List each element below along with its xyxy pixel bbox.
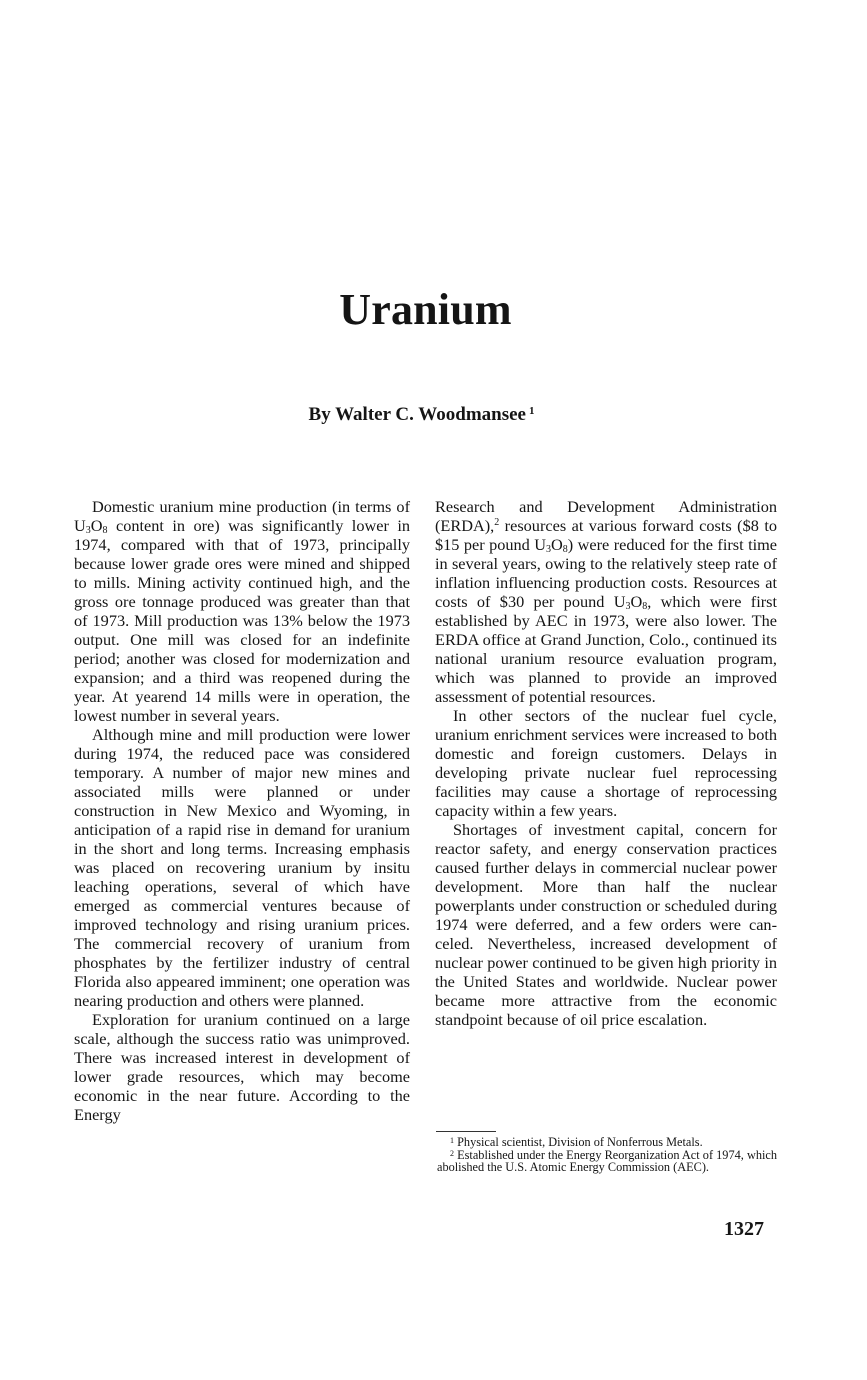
footnote-2: $^2$ Established under the Energy Reorganization Act of 1974, which abolished the U.S. Atomic Energy Commission (AEC). xyxy=(437,1147,777,1174)
page-number: 1327 xyxy=(724,1218,764,1240)
paragraph-resources: Research and Development Administration (ERDA),$^2$ resources at various forward costs ($8 to $15 per pound $U_3O_8$) were reduced for the first time in several years, owing to the relatively steep rate of inflation influencing production costs. Resources at costs of $30 per pound $U_3O_8$, which were first established by AEC in 1973, were also lower. The ERDA office at Grand Junction, Colo., continued its national uranium resource evaluation program, which was planned to provide an improved assessment of potential resources. xyxy=(435,497,778,706)
u3o8-formula: $U_3O_8$ xyxy=(74,516,108,536)
byline-footnote-marker: 1 xyxy=(528,405,535,417)
u3o8-formula: $U_3O_8$ xyxy=(534,535,568,555)
paragraph-production: Domestic uranium mine production (in terms of $U_3O_8$ content in ore) was significantly lower in 1974, compared with that of 1973, principally because lower grade ores were mined and shipped to mills. Mining activity continued high, and the gross ore tonnage produced was greater than that of 1973. Mill production was 13% below the 1973 output. One mill was closed for an indefinite period; another was closed for modernization and expansion; and a third was reopened during the year. At yearend 14 mills were in operation, the lowest number in several years. xyxy=(74,497,410,725)
footnote-1: $^1$ Physical scientist, Division of Nonferrous Metals. xyxy=(450,1135,703,1149)
erda-footnote-marker: 2 xyxy=(494,517,500,528)
paragraph-outlook: Although mine and mill production were lower during 1974, the reduced pace was considered temporary. A number of major new mines and associated mills were planned or under construction in New Mexico and Wyoming, in anticipation of a rapid rise in demand for uranium in the short and long terms. Increasing emphasis was placed on recovering uranium by insitu leaching operations, several of which have emerged as commercial ventures because of improved technology and rising uranium prices. The commercial recovery of uranium from phosphates by the fertilizer industry of central Florida also appeared imminent; one operation was nearing production and others were planned. xyxy=(74,725,410,1010)
paragraph-fuel-cycle: In other sectors of the nuclear fuel cycle, uranium enrichment services were increased to both domestic and foreign customers. Delays in developing private nuclear fuel reprocessing facilities may cause a shortage of reprocessing capacity within a few years. xyxy=(435,706,777,820)
paragraph-power-development: Shortages of investment capital, concern for reactor safety, and energy conservation practices caused further delays in commercial nuclear power development. More than half the nuclear powerplants under construction or scheduled during 1974 were deferred, and a few orders were canceled. Nevertheless, increased development of nuclear power continued to be given high priority in the United States and worldwide. Nuclear power became more attractive from the economic standpoint because of oil price escalation. xyxy=(435,820,777,1029)
right-column xyxy=(435,497,777,1029)
u3o8-formula: $U_3O_8$ xyxy=(613,592,648,612)
article-title: Uranium xyxy=(339,285,512,334)
author-name: By Walter C. Woodmansee xyxy=(308,404,526,425)
author-byline xyxy=(0,404,843,426)
footnotes xyxy=(437,1136,777,1174)
left-column xyxy=(74,497,410,1124)
footnote-divider xyxy=(436,1131,496,1132)
paragraph-exploration: Exploration for uranium continued on a large scale, although the success ratio was unimproved. There was increased interest in development of lower grade resources, which may become economic in the near future. According to the Energy xyxy=(74,1010,410,1124)
